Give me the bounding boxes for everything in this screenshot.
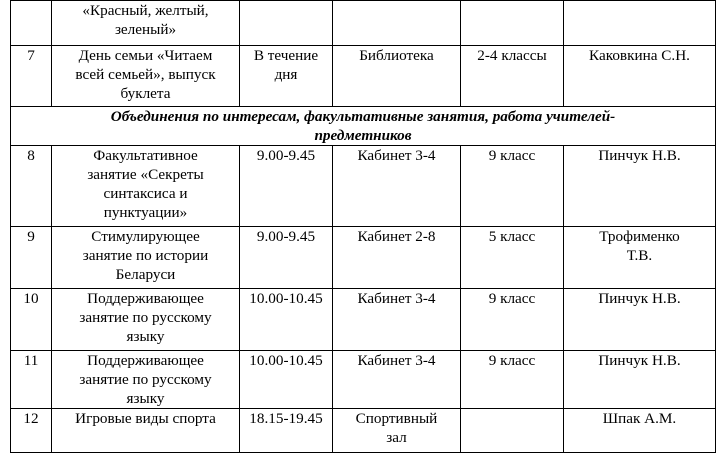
place-cell: Спортивный зал	[333, 409, 461, 453]
table-row	[11, 351, 716, 409]
time-cell	[240, 1, 333, 46]
responsible-cell: Пинчук Н.В.	[564, 351, 716, 409]
place-cell: Кабинет 3-4	[333, 289, 461, 351]
place-cell	[333, 1, 461, 46]
participants-cell: 2-4 классы	[461, 46, 564, 107]
event-cell: Поддерживающее занятие по русскому языку	[52, 351, 240, 409]
participants-cell: 9 класс	[461, 289, 564, 351]
table-row	[11, 46, 716, 107]
participants-cell: 9 класс	[461, 351, 564, 409]
participants-cell	[461, 1, 564, 46]
place-cell: Кабинет 3-4	[333, 146, 461, 227]
table-row	[11, 146, 716, 227]
section-row	[11, 107, 716, 146]
event-cell: Игровые виды спорта	[52, 409, 240, 453]
event-cell: Стимулирующее занятие по истории Беларуси	[52, 227, 240, 289]
time-cell: 9.00-9.45	[240, 227, 333, 289]
schedule-table	[10, 0, 716, 453]
participants-cell	[461, 409, 564, 453]
responsible-cell: Трофименко Т.В.	[564, 227, 716, 289]
participants-cell: 9 класс	[461, 146, 564, 227]
row-number-cell: 12	[11, 409, 52, 453]
place-cell: Кабинет 2-8	[333, 227, 461, 289]
time-cell: 10.00-10.45	[240, 289, 333, 351]
row-number-cell	[11, 1, 52, 46]
responsible-cell: Каковкина С.Н.	[564, 46, 716, 107]
section-heading: Объединения по интересам, факультативные занятия, работа учителей- предметников	[11, 107, 716, 146]
responsible-cell: Пинчук Н.В.	[564, 146, 716, 227]
time-cell: 9.00-9.45	[240, 146, 333, 227]
participants-cell: 5 класс	[461, 227, 564, 289]
row-number-cell: 9	[11, 227, 52, 289]
row-number-cell: 7	[11, 46, 52, 107]
time-cell: 18.15-19.45	[240, 409, 333, 453]
place-cell: Кабинет 3-4	[333, 351, 461, 409]
event-cell: Поддерживающее занятие по русскому языку	[52, 289, 240, 351]
time-cell: В течение дня	[240, 46, 333, 107]
event-cell: Факультативное занятие «Секреты синтаксиса и пунктуации»	[52, 146, 240, 227]
time-cell: 10.00-10.45	[240, 351, 333, 409]
table-row	[11, 227, 716, 289]
event-cell: «Красный, желтый, зеленый»	[52, 1, 240, 46]
place-cell: Библиотека	[333, 46, 461, 107]
responsible-cell: Пинчук Н.В.	[564, 289, 716, 351]
table-row	[11, 409, 716, 453]
responsible-cell: Шпак А.М.	[564, 409, 716, 453]
event-cell: День семьи «Читаем всей семьей», выпуск буклета	[52, 46, 240, 107]
table-row	[11, 1, 716, 46]
table-row	[11, 289, 716, 351]
row-number-cell: 10	[11, 289, 52, 351]
row-number-cell: 11	[11, 351, 52, 409]
responsible-cell	[564, 1, 716, 46]
row-number-cell: 8	[11, 146, 52, 227]
